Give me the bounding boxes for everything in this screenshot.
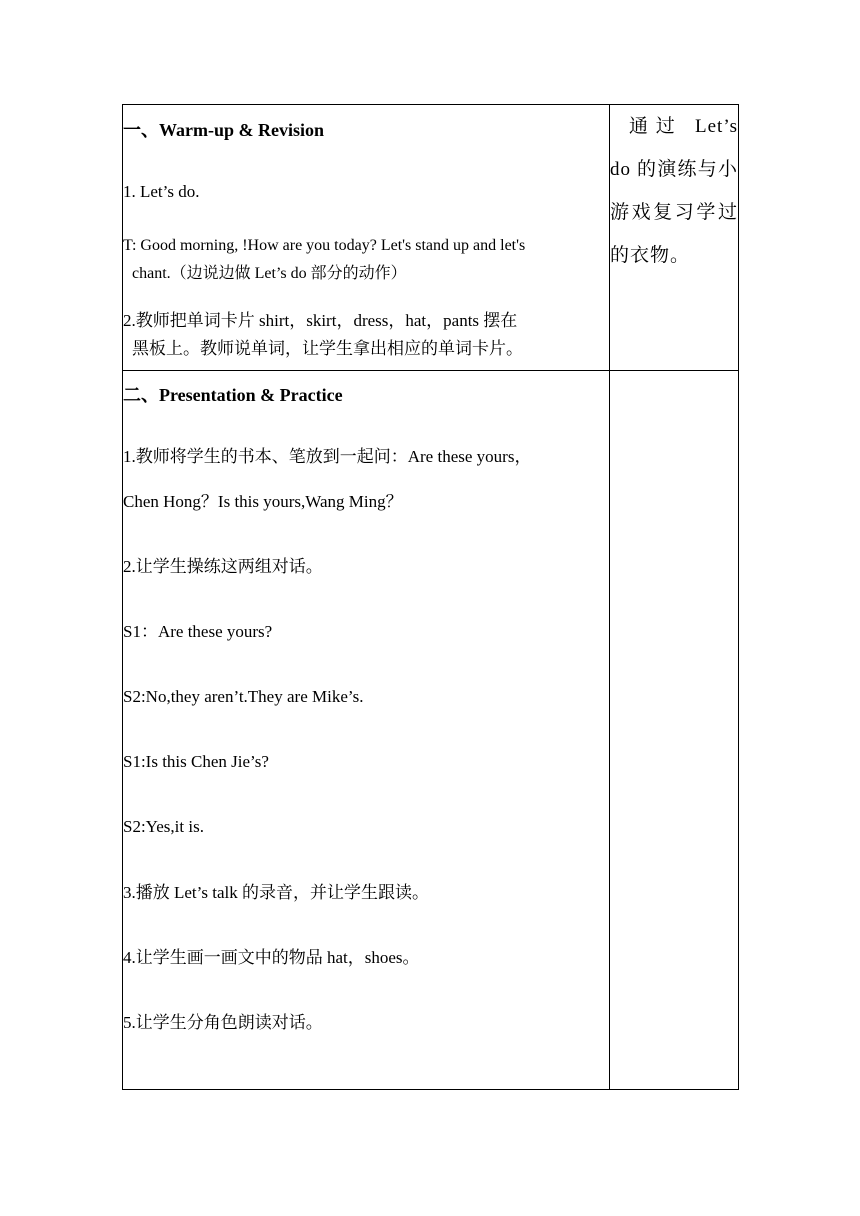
warmup-item-2-line-1: 2.教师把单词卡片 shirt，skirt，dress，hat，pants 摆在 bbox=[123, 311, 518, 330]
warmup-title: 一、Warm-up & Revision bbox=[123, 120, 325, 140]
warmup-row bbox=[123, 105, 739, 371]
warmup-item-1: 1. Let’s do. bbox=[123, 182, 200, 201]
presentation-line: 3.播放 Let’s talk 的录音，并让学生跟读。 bbox=[123, 883, 429, 902]
presentation-line: 4.让学生画一画文中的物品 hat，shoes。 bbox=[123, 948, 420, 967]
warmup-dialog-line-1: T: Good morning, !How are you today? Let's stand up and let's bbox=[123, 237, 526, 254]
presentation-line: 1.教师将学生的书本、笔放到一起问：Are these yours， bbox=[123, 447, 532, 466]
presentation-content-cell bbox=[123, 371, 610, 1090]
warmup-content-cell bbox=[123, 105, 610, 371]
presentation-row bbox=[123, 371, 739, 1090]
presentation-line: Chen Hong？Is this yours,Wang Ming？ bbox=[123, 492, 403, 511]
presentation-line: 5.让学生分角色朗读对话。 bbox=[123, 1013, 323, 1032]
warmup-dialog-line-2: chant.（边说边做 Let’s do 部分的动作） bbox=[132, 265, 407, 282]
lesson-plan-table bbox=[122, 104, 739, 1090]
warmup-note-cell bbox=[610, 105, 739, 371]
presentation-title: 二、Presentation & Practice bbox=[123, 385, 343, 405]
presentation-line: S1：Are these yours? bbox=[123, 622, 273, 641]
warmup-note-text: 通过 Let’s do 的演练与小游戏复习学过的衣物。 bbox=[610, 116, 738, 266]
presentation-note-cell bbox=[610, 371, 739, 1090]
presentation-line: S1:Is this Chen Jie’s? bbox=[123, 752, 269, 771]
warmup-item-2-line-2: 黑板上。教师说单词，让学生拿出相应的单词卡片。 bbox=[132, 339, 523, 358]
presentation-line: S2:No,they aren’t.They are Mike’s. bbox=[123, 687, 364, 706]
presentation-line: S2:Yes,it is. bbox=[123, 817, 204, 836]
presentation-line: 2.让学生操练这两组对话。 bbox=[123, 557, 323, 576]
